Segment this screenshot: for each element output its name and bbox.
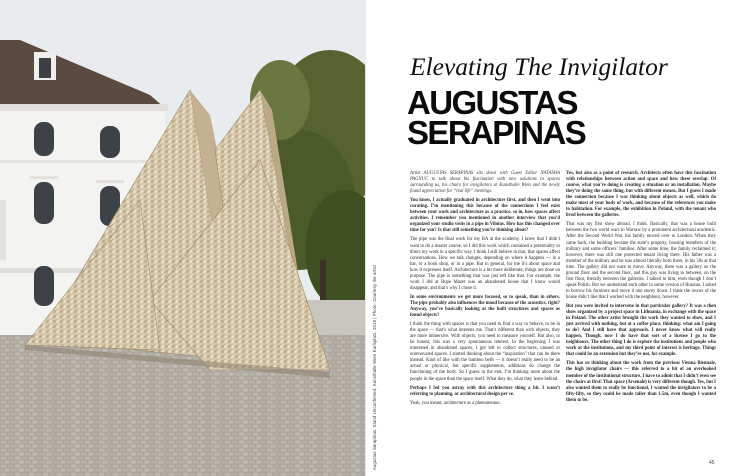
text-column-left <box>410 171 560 410</box>
question-paragraph: In some environments we get more focused, so to speak, than in others. The pipe probably also influences the mood because of the acoustics, right? Anyway, you’ve basically looking at the built structures and spaces as found objects? <box>410 294 560 319</box>
question-paragraph: But you were invited to intervene in that particular gallery? It was a then show organized by a project space in Lithuania, in exchange with the space in Poland. The other artist brought the work they wanted to show, and I just arrived with nothing, but at a coffee place, thinking: what am I going to do? And I still have that approach. I never know what will really happen. Though, now I do have that sort of a license I go to the neighbours. The other thing I do is explore the institutions and people who work at the institutions, and my third point of interest is heritage. Things that could be an extension but they’re not, for example. <box>566 303 716 358</box>
question-paragraph: Yes, but also as a point of research. Architects often have this fascination with relationships between action and space and how these overlap. Of course, what you’re doing is creating a situation or an installation. Maybe they’re doing the same thing, but with different means. But I guess I made the connection because I was thinking about objects as well, which do make most of your body of work, and because of the references you make to habitation. For example, the exhibition in Poland, with the tenant who lived between the galleries. <box>566 171 716 219</box>
photo-caption: Augustas Serapinas, Stand Unconfirmed, Kunsthalle Wien Karlsplatz, 2019 | Photo: Courtesy the artist <box>372 264 377 470</box>
intro-paragraph: Artist AUGUSTAS SERAPINAS sits down with Guest Editor NATASHA PAGNUC to talk about his fascination with new solutions to spaces surrounding us, his chairs for invigilators at Kunsthalle Wien and the newly found appreciation for “real life” meetings. <box>410 171 560 195</box>
question-paragraph: You know, I actually graduated in architecture first, and then I went into curating. I’m mentioning this because of the connections I feel exist between your work and architecture as a practice, so in, how spaces affect activities. I remember you mentioned in another interview that you’d organized your studio visits in a pipe in Vilnius. How has this changed over time for you? Is that still something you’re thinking about? <box>410 198 560 234</box>
answer-paragraph: I think the thing with spaces is that you need to find a way to behave, to be in the space — that’s what interests me. That’s different than with objects, they are more immersive. With objects, you need to measure yourself. But also, to be honest, this was a very spontaneous interest. In the beginning I was interested in abandoned spaces, I got left to collect structures, unused or unrenovated spaces. I started thinking about the “inspiration” that can be there instead. Kind of like with the bamboo bells — it doesn’t really need to be an actual or physical, but specific supplements, additions do change the functioning of the body. So I guess in the end, I’m thinking more about the people in the space than the space itself. What they do, what they leave behind. <box>410 322 560 382</box>
artist-name-line2: SERAPINAS <box>407 114 586 151</box>
question-paragraph: This has us thinking about the work from the previous Vienna Biennale, the high invigilator chairs — this referred to a bit of an overlooked member of the institutional structure. I have to admit that I didn’t even see the chairs at first! That space (Arsenale) is very different though. Yes, but I also wanted them to really be functional, I wanted the invigilators to be a fifty-fifty, so they could be made taller than 1.5m, even though I wanted them to be. <box>566 361 716 403</box>
question-paragraph: Perhaps I led you astray with this architecture thing a bit. I wasn’t referring to planning, or architectural design per se. <box>410 385 560 397</box>
article-title: Elevating The Invigilator <box>410 52 668 81</box>
answer-paragraph: Yeah, you meant, architecture as a phenomenon. <box>410 400 501 406</box>
text-column-right <box>566 171 716 407</box>
answer-paragraph: The pipe was the final work for my BA at the academy. I knew that I didn’t want to do a master course, so I did this work which contained a potentiality to direct my work in a specific way. I think I still believe in that, that spaces affect conversations. How we talk changes, depending on where it happens — in a bar, or a book shop, or in a pipe. But in general, for me it’s about space and how it expresses itself. Architecture is a bit more deliberate, things are done on purpose. The pipe is something that was just left like that. For example, the work I did at Rupe Mazet was an abandoned house that I know would disappear, and that’s why I chose it. <box>410 237 560 291</box>
page-number: 45 <box>709 460 715 466</box>
page-gutter <box>365 0 366 476</box>
artist-name-line1: AUGUSTAS <box>407 84 577 121</box>
answer-paragraph: That was my first show abroad, I think. Basically, that was a house built between the two world wars in Warsaw by a prominent architectural academic. After the Second World War, his family moved over to London. When they came back, the building became the state’s property, housing members of the military and some officers’ families. After some time, the family reclaimed it; however, there was still one protected tenant living there. His father was a member of the military and he was almost literally born there, in his 50s at that time. The gallery did not want to move. Anyway, there was a gallery on the ground floor and the second floor, and this guy was living in between, on the first floor, literally between the galleries. I talked to him, even though I don’t speak Polish. But we understand each other in some version of Russian. I asked to borrow his furniture and move it one storey down. I think the owner of the house didn’t like that I worked with the neighbour, however. <box>566 222 716 300</box>
